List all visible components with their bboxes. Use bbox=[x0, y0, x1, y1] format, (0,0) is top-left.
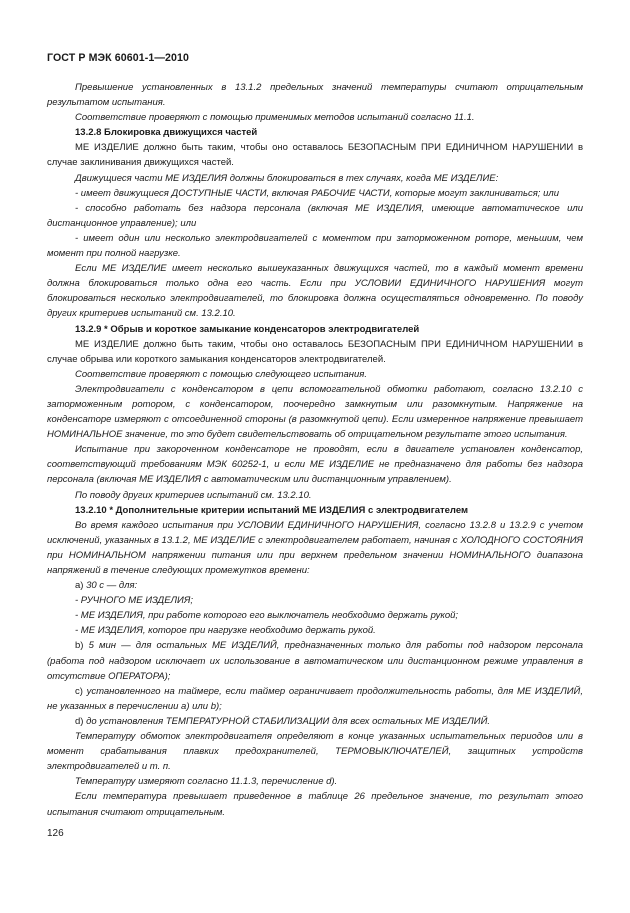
paragraph: Движущиеся части МЕ ИЗДЕЛИЯ должны блокироваться в тех случаях, когда МЕ ИЗДЕЛИЕ: bbox=[75, 172, 499, 184]
list-marker: а) bbox=[75, 580, 87, 592]
list-marker: b) bbox=[75, 640, 89, 652]
paragraph: МЕ ИЗДЕЛИЕ должно быть таким, чтобы оно оставалось БЕЗОПАСНЫМ ПРИ ЕДИНИЧНОМ НАРУШЕНИИ в случае заклинивания движущихся частей. bbox=[47, 142, 583, 169]
paragraph: Если МЕ ИЗДЕЛИЕ имеет несколько вышеуказанных движущихся частей, то в каждый момент времени должна блокироваться только одна его часть. Если при УСЛОВИИ ЕДИНИЧНОГО НАРУШЕНИЯ могут блокироваться несколько электродвигателей, то блокировка должна осуществляться одновременно. По поводу других критериев испытаний см. 13.2.10. bbox=[47, 263, 583, 320]
paragraph: Во время каждого испытания при УСЛОВИИ ЕДИНИЧНОГО НАРУШЕНИЯ, согласно 13.2.8 и 13.2.9 с учетом исключений, указанных в 13.1.2, МЕ ИЗДЕЛИЕ с электродвигателем работает, начиная с ХОЛОДНОГО СОСТОЯНИЯ при НОМИНАЛЬНОМ напряжении питания или при верхнем предельном значении НОМИНАЛЬНОГО диапазона напряжений в течение следующих промежутков времени: bbox=[47, 519, 583, 576]
document-body bbox=[47, 80, 583, 820]
list-item bbox=[47, 578, 583, 593]
list-item-text: до установления ТЕМПЕРАТУРНОЙ СТАБИЛИЗАЦИИ для всех остальных МЕ ИЗДЕЛИЙ. bbox=[86, 715, 491, 727]
paragraph: Превышение установленных в 13.1.2 предельных значений температуры считают отрицательным результатом испытания. bbox=[47, 82, 583, 109]
section-heading: 13.2.9 * Обрыв и короткое замыкание конденсаторов электродвигателей bbox=[75, 323, 420, 335]
list-item bbox=[47, 714, 583, 729]
paragraph: Соответствие проверяют с помощью следующего испытания. bbox=[75, 368, 367, 380]
paragraph: Испытание при закороченном конденсаторе не проводят, если в двигателе установлен конденсатор, соответствующий требованиям МЭК 60252-1, и если МЕ ИЗДЕЛИЕ не предназначено для работы без надзора персонала (включая МЕ ИЗДЕЛИЯ с автоматическим или дистанционным управлением). bbox=[47, 444, 583, 486]
paragraph: - МЕ ИЗДЕЛИЯ, которое при нагрузке необходимо держать рукой. bbox=[75, 625, 376, 637]
section-heading: 13.2.8 Блокировка движущихся частей bbox=[75, 127, 258, 139]
paragraph: - имеет движущиеся ДОСТУПНЫЕ ЧАСТИ, включая РАБОЧИЕ ЧАСТИ, которые могут заклиниваться; или bbox=[75, 187, 560, 199]
document-header: ГОСТ Р МЭК 60601-1—2010 bbox=[47, 52, 190, 64]
paragraph: Температуру измеряют согласно 11.1.3, перечисление d). bbox=[75, 776, 338, 788]
paragraph: Электродвигатели с конденсатором в цепи вспомогательной обмотки работают, согласно 13.2.10 с заторможенным ротором, с конденсатором, поочередно замкнутым или разомкнутым. Напряжение на конденсаторе измеряют с отсоединенной стороны (в разомкнутой цепи). Если измеренное напряжение превышает НОМИНАЛЬНОЕ значение, то это будет свидетельствовать об отрицательном результате этого испытания. bbox=[47, 383, 583, 441]
section-heading: 13.2.10 * Дополнительные критерии испытаний МЕ ИЗДЕЛИЯ с электродвигателем bbox=[75, 504, 469, 516]
paragraph: МЕ ИЗДЕЛИЕ должно быть таким, чтобы оно оставалось БЕЗОПАСНЫМ ПРИ ЕДИНИЧНОМ НАРУШЕНИИ в случае обрыва или короткого замыкания конденсаторов электродвигателей. bbox=[47, 338, 583, 365]
page-number: 126 bbox=[47, 828, 64, 839]
list-item-text: 30 с — для: bbox=[86, 580, 138, 592]
list-item bbox=[47, 684, 583, 714]
paragraph: Если температура превышает приведенное в таблице 26 предельное значение, то результат этого испытания считают отрицательным. bbox=[47, 791, 583, 818]
paragraph: - способно работать без надзора персонала (включая МЕ ИЗДЕЛИЯ, имеющие автоматическое или дистанционное управление); или bbox=[47, 202, 583, 229]
paragraph: - имеет один или несколько электродвигателей с моментом при заторможенном роторе, меньшим, чем момент при полной нагрузке. bbox=[47, 232, 583, 260]
paragraph: - РУЧНОГО МЕ ИЗДЕЛИЯ; bbox=[75, 595, 193, 607]
paragraph: Соответствие проверяют с помощью применимых методов испытаний согласно 11.1. bbox=[75, 112, 475, 124]
list-marker: d) bbox=[75, 715, 87, 727]
list-item-text: 5 мин — для остальных МЕ ИЗДЕЛИЙ, предназначенных только для работы под надзором персонала (работа под надзором исключает их использование в автоматическом или дистанционном режиме управления в отсутствие ОПЕРАТОРА); bbox=[47, 640, 583, 682]
list-marker: c) bbox=[75, 685, 87, 697]
paragraph: - МЕ ИЗДЕЛИЯ, при работе которого его выключатель необходимо держать рукой; bbox=[75, 610, 459, 622]
list-item-text: установленного на таймере, если таймер ограничивает продолжительность работы, для МЕ ИЗДЕЛИЙ, не указанных в перечислении а) или b); bbox=[47, 685, 583, 712]
paragraph: По поводу других критериев испытаний см. 13.2.10. bbox=[75, 489, 312, 501]
paragraph: Температуру обмоток электродвигателя определяют в конце указанных испытательных периодов или в момент срабатывания плавких предохранителей, ТЕРМОВЫКЛЮЧАТЕЛЕЙ, защитных устройств электродвигателей и т. п. bbox=[47, 731, 583, 773]
list-item bbox=[47, 638, 583, 683]
